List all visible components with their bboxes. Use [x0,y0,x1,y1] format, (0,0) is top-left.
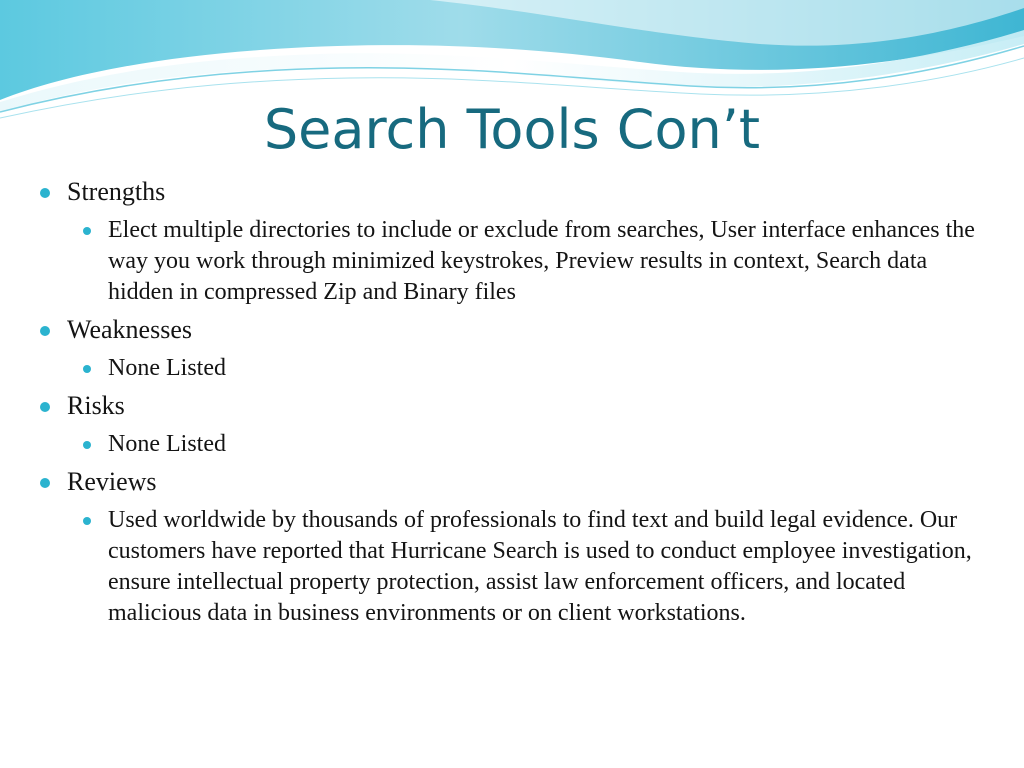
section-heading-text: Reviews [67,467,157,496]
bullet-list [38,172,978,629]
bullet-icon [83,517,91,525]
section-reviews-heading [38,465,978,499]
bullet-icon [40,478,50,488]
section-weaknesses-heading [38,313,978,347]
section-heading-text: Risks [67,391,125,420]
section-risks-heading [38,389,978,423]
bullet-icon [83,365,91,373]
item-text: Elect multiple directories to include or exclude from searches, User interface enhances the way you work through minimized keystrokes, Preview results in context, Search data hidden in compressed Zip and Binary files [108,217,975,305]
item-text: None Listed [108,355,226,381]
bullet-icon [83,227,91,235]
section-strengths-heading [38,175,978,209]
weaknesses-item [38,353,978,384]
bullet-icon [40,402,50,412]
bullet-icon [40,188,50,198]
section-heading-text: Strengths [67,177,166,206]
slide-title: Search Tools Con’t [263,98,761,161]
bullet-icon [83,441,91,449]
strengths-item [38,215,978,308]
risks-item [38,429,978,460]
section-heading-text: Weaknesses [67,315,192,344]
item-text: Used worldwide by thousands of professionals to find text and build legal evidence. Our customers have reported that Hurricane Search is used to conduct employee investigation, ensure intellectual property protection, assist law enforcement officers, and located malicious data in business environments or on client workstations. [108,507,972,626]
bullet-icon [40,326,50,336]
item-text: None Listed [108,431,226,457]
reviews-item [38,505,978,629]
